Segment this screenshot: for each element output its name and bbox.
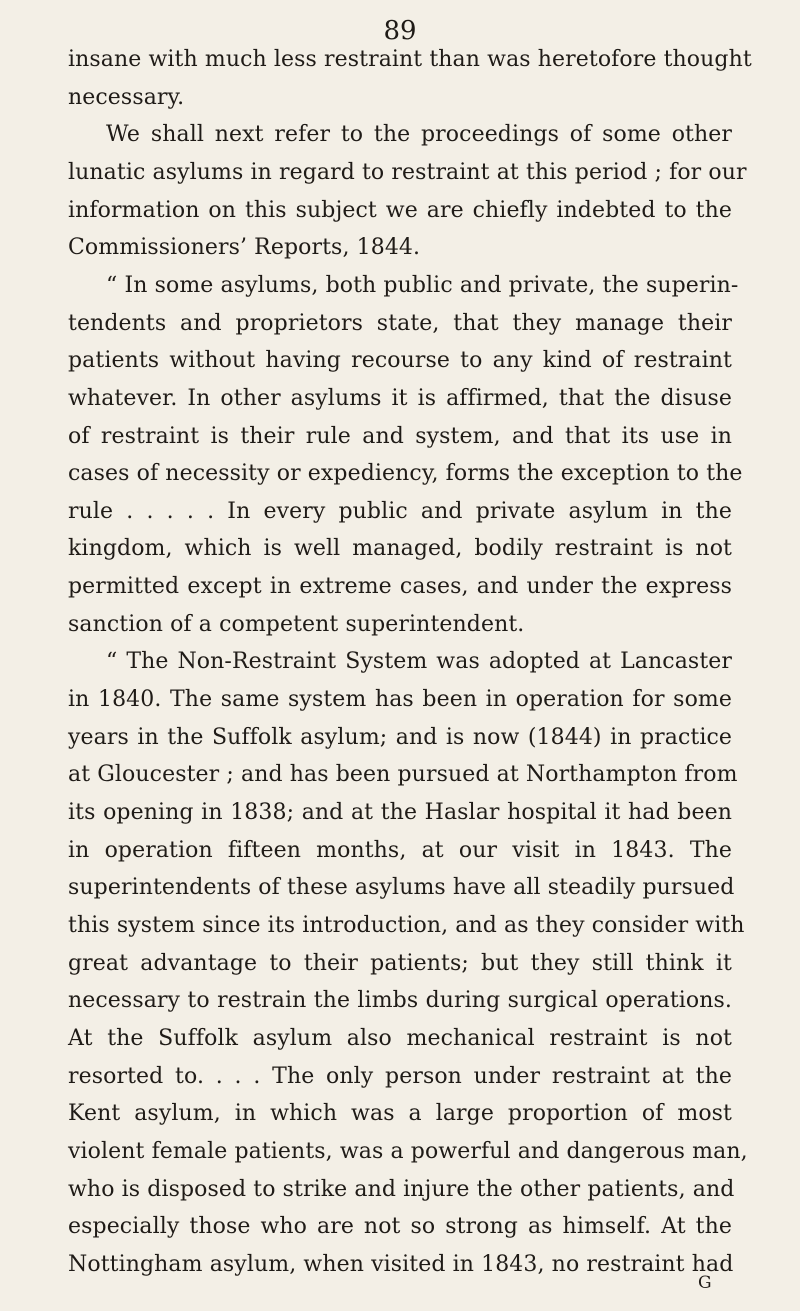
text-line-21: its opening in 1838; and at the Haslar hospital it had been (68, 800, 732, 825)
text-line-8: tendents and proprietors state, that they manage their (68, 310, 732, 336)
text-line-2: necessary. (68, 84, 185, 110)
page-number: 89 (383, 16, 417, 46)
text-line-1: insane with much less restraint than was heretofore thought (68, 47, 752, 72)
text-line-27: At the Suffolk asylum also mechanical restraint is not (68, 1025, 732, 1051)
text-line-24: this system since its introduction, and as they consider with (68, 912, 745, 938)
text-line-29: Kent asylum, in which was a large proportion of most (68, 1101, 732, 1127)
text-line-19: years in the Suffolk asylum; and is now (1844) in practice (68, 724, 732, 750)
text-line-25: great advantage to their patients; but they still think it (68, 950, 732, 976)
text-line-9: patients without having recourse to any kind of restraint (68, 348, 732, 374)
text-line-7: “ In some asylums, both public and private, the superin- (106, 272, 739, 298)
text-line-18: in 1840. The same system has been in operation for some (68, 687, 732, 713)
text-line-30: violent female patients, was a powerful and dangerous man, (68, 1138, 748, 1164)
text-line-23: superintendents of these asylums have all steadily pursued (68, 875, 735, 901)
text-line-16: sanction of a competent superintendent. (68, 611, 525, 637)
text-line-17: “ The Non-Restraint System was adopted at Lancaster (106, 649, 732, 675)
text-line-13: rule . . . . . In every public and private asylum in the (68, 498, 732, 524)
text-line-31: who is disposed to strike and injure the other patients, and (68, 1176, 735, 1202)
text-line-6: Commissioners’ Reports, 1844. (68, 235, 421, 261)
text-line-32: especially those who are not so strong as himself. At the (68, 1214, 732, 1240)
text-line-3: We shall next refer to the proceedings of some other (106, 122, 732, 148)
text-line-12: cases of necessity or expediency, forms the exception to the (68, 461, 743, 487)
text-line-15: permitted except in extreme cases, and under the express (68, 574, 732, 600)
text-line-20: at Gloucester ; and has been pursued at Northampton from (68, 762, 738, 788)
signature-mark: G (698, 1273, 712, 1293)
text-line-33: Nottingham asylum, when visited in 1843, no restraint had (68, 1251, 734, 1277)
text-line-10: whatever. In other asylums it is affirmed, that the disuse (68, 385, 732, 411)
text-line-26: necessary to restrain the limbs during surgical operations. (68, 988, 732, 1014)
text-line-14: kingdom, which is well managed, bodily restraint is not (68, 536, 732, 562)
text-line-28: resorted to. . . . The only person under restraint at the (68, 1063, 732, 1089)
text-line-11: of restraint is their rule and system, and that its use in (68, 423, 732, 449)
text-line-4: lunatic asylums in regard to restraint at this period ; for our (68, 159, 747, 185)
text-line-5: information on this subject we are chiefly indebted to the (68, 197, 732, 223)
text-line-22: in operation fifteen months, at our visit in 1843. The (68, 837, 732, 863)
